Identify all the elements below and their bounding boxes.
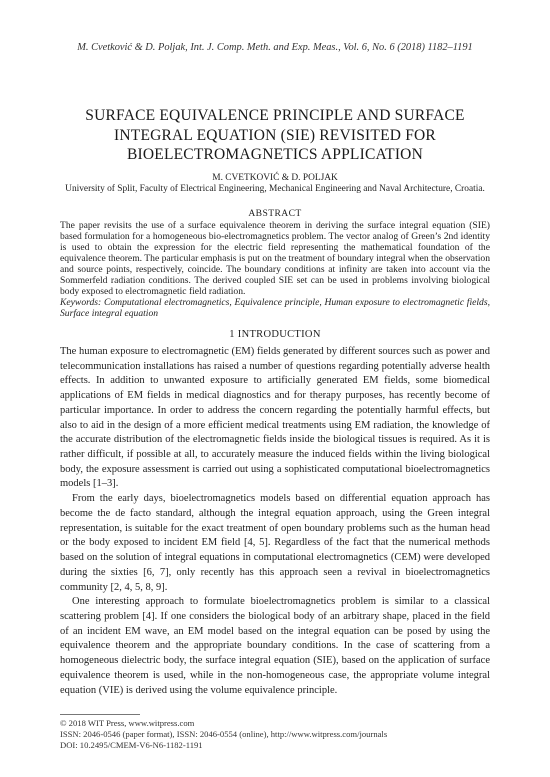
footer-doi: DOI: 10.2495/CMEM-V6-N6-1182-1191: [60, 740, 203, 750]
paragraph: The human exposure to electromagnetic (EM) fields generated by different sources such as power and telecommunication installations has raised a number of questions regarding potentially adverse health effects. In addition to unwanted exposure to artificially generated EM fields, some biomedical applications of EM fields in medical diagnostics and for therapy purposes, has recently become of particular importance. In order to address the concern regarding the potentially harmful effects, but also to aid in the design of a more efficient medical treatments using EM radiation, the knowledge of the accurate distribution of the electromagnetic fields inside the biological tissues is required. As it is rather difficult, if possible at all, to accurately measure the induced fields within the living biological body, the exposure assessment is carried out using a sophisticated computational bioelectromagnetics models [1–3].: [60, 346, 490, 490]
running-head: M. Cvetković & D. Poljak, Int. J. Comp. Meth. and Exp. Meas., Vol. 6, No. 6 (2018) 1182–1191: [77, 42, 473, 53]
abstract-text: The paper revisits the use of a surface equivalence theorem in deriving the surface integral equation (SIE) based formulation for a homogeneous bio-electromagnetics problem. The vector analog of Green’s 2nd identity is used to obtain the expression for the electric field representing the mathematical foundation of the equivalence theorem. The particular emphasis is put on the treatment of boundary integral when the observation and source points, respectively, coincide. The boundary conditions at infinity are taken into account via the Sommerfeld radiation conditions. The derived coupled SIE set can be used in problems involving biological body exposed to electromagnetic field radiation.: [60, 220, 490, 298]
keywords: Keywords: Computational electromagnetics, Equivalence principle, Human exposure to electromagnetic fields, Surface integral equation: [60, 297, 490, 320]
authors: M. CVETKOVIĆ & D. POLJAK: [212, 173, 338, 183]
footer-divider: [60, 714, 140, 715]
title-line-1: SURFACE EQUIVALENCE PRINCIPLE AND SURFACE: [85, 107, 465, 124]
footer-issn: ISSN: 2046-0546 (paper format), ISSN: 2046-0554 (online), http://www.witpress.com/journals: [60, 729, 388, 739]
title-line-2: INTEGRAL EQUATION (SIE) REVISITED FOR: [114, 126, 436, 144]
abstract-heading: ABSTRACT: [248, 208, 302, 219]
abstract: [60, 220, 490, 319]
title-line-3: BIOELECTROMAGNETICS APPLICATION: [127, 146, 423, 163]
affiliation: University of Split, Faculty of Electrical Engineering, Mechanical Engineering and Naval Architecture, Croatia.: [65, 184, 485, 194]
paper-title: [60, 106, 490, 165]
paragraph: One interesting approach to formulate bioelectromagnetics problem is similar to a classical scattering problem [4]. If one considers the biological body of an arbitrary shape, placed in the field of an incident EM wave, an EM model based on the integral equation can be posed by using the equivalence theorem and the appropriate boundary conditions. In the case of scattering from a homogeneous dielectric body, the surface integral equation (SIE), based on the application of surface equivalence theorem is used, while in the non-homogeneous case, the appropriate volume integral equation (VIE) is derived using the volume equivalence principle.: [60, 596, 490, 696]
section-heading-introduction: 1 INTRODUCTION: [229, 329, 321, 340]
introduction-body: [60, 345, 490, 698]
footer: [60, 718, 500, 751]
footer-copyright: © 2018 WIT Press, www.witpress.com: [60, 718, 195, 728]
paragraph: From the early days, bioelectromagnetics models based on differential equation approach has become the de facto standard, although the integral equation approach, using the Green integral representation, is suitable for the exact treatment of open boundary problems such as the human head or the body exposed to incident EM field [4, 5]. Regardless of the fact that the numerical methods based on the solution of integral equations in computational electromagnetics (CEM) were developed during the sixties [6, 7], only recently has this approach seen a revival in bioelectromagnetics community [2, 4, 5, 8, 9].: [60, 493, 490, 593]
